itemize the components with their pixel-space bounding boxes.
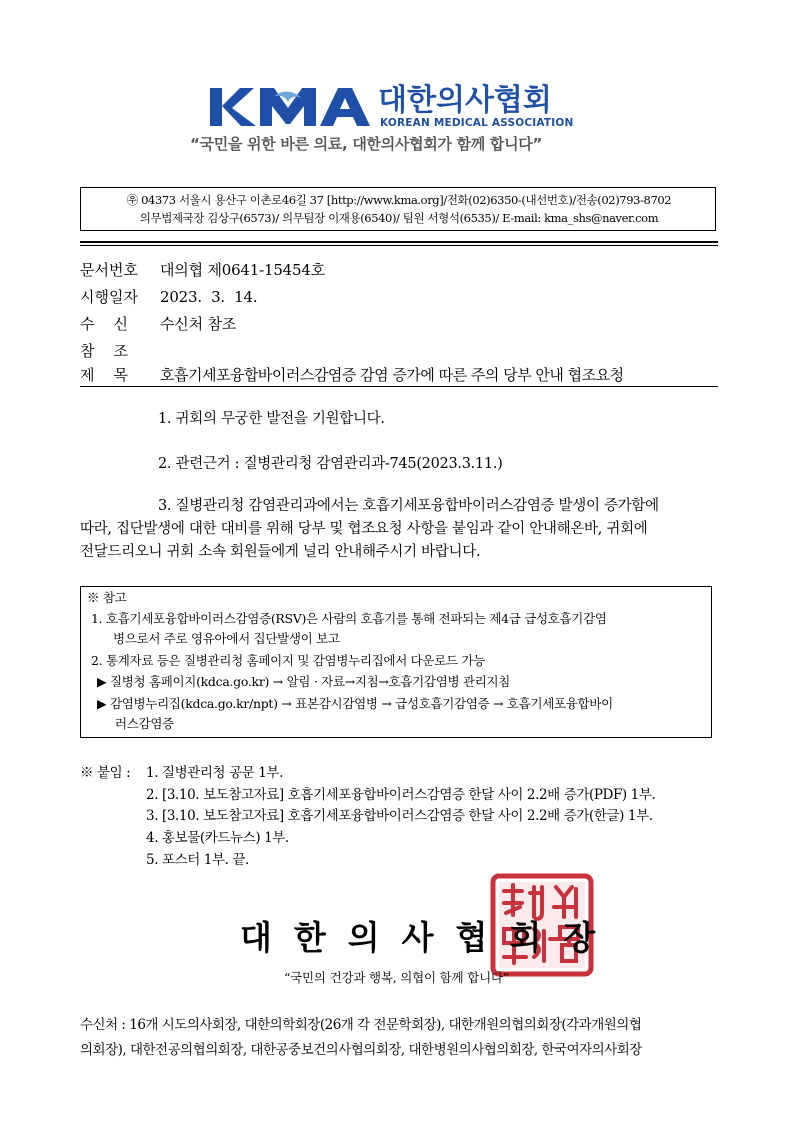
reference-note-box: [80, 586, 712, 738]
attachment-item: 2. [3.10. 보도참고자료] 호흡기세포융합바이러스감염증 한달 사이 2.2배 증가(PDF) 1부.: [146, 787, 656, 803]
doc-number-value: 대의협 제0641-15454호: [160, 261, 325, 279]
body-paragraph-2: 2. 관련근거 : 질병관리청 감염관리과-745(2023.3.11.): [158, 456, 503, 472]
org-name-korean: 대한의사협회: [378, 83, 552, 118]
doc-date-value: 2023. 3. 14.: [160, 288, 258, 306]
note-item-2: 2. 통계자료 등은 질병관리청 홈페이지 및 감염병누리집에서 다운로드 가능: [91, 653, 485, 668]
note-title: ※ 참고: [87, 590, 127, 605]
doc-subject-value: 호흡기세포융합바이러스감염증 감염 증가에 따른 주의 당부 안내 협조요청: [160, 366, 624, 384]
body-paragraph-3-line-2: 따라, 집단발생에 대한 대비를 위해 당부 및 협조요청 사항을 붙임과 같이 안내해온바, 귀회에: [80, 521, 648, 537]
note-item-1-line-1: 1. 호흡기세포융합바이러스감염증(RSV)은 사람의 호흡기를 통해 전파되는 제4급 급성호흡기감염: [91, 611, 607, 626]
contact-staff-line: 의무법제국장 김상구(6573)/ 의무팀장 이재용(6540)/ 팀원 서형석(6535)/ E-mail: kma_shs@naver.com: [139, 211, 659, 225]
doc-recipient-label: 수 신: [80, 315, 129, 333]
header-divider: [80, 241, 718, 243]
contact-box: [80, 187, 716, 231]
recipients-line-1: 수신처 : 16개 시도의사회장, 대한의학회장(26개 각 전문학회장), 대한개원의협의회장(각과개원의협: [80, 1017, 642, 1033]
body-paragraph-1: 1. 귀회의 무궁한 발전을 기원합니다.: [158, 411, 385, 427]
closing-motto: “국민의 건강과 행복, 의협이 함께 합니다”: [283, 970, 510, 985]
sender-title: 대한의사협회장: [240, 918, 618, 957]
attachment-item: 5. 포스터 1부. 끝.: [146, 852, 249, 868]
attachment-item: 4. 홍보물(카드뉴스) 1부.: [146, 830, 289, 846]
body-paragraph-3-line-1: 3. 질병관리청 감염관리과에서는 호흡기세포융합바이러스감염증 발생이 증가함에: [158, 498, 659, 514]
doc-recipient-value: 수신처 참조: [160, 315, 237, 333]
contact-address-line: ㉾ 04373 서울시 용산구 이촌로46길 37 [http://www.kma.org]/전화(02)6350-(내선번호)/전송(02)793-8702: [126, 193, 672, 207]
note-bullet-2-line-2: 러스감염증: [115, 716, 174, 731]
header-slogan: “국민을 위한 바른 의료, 대한의사협회가 함께 합니다”: [190, 135, 543, 153]
recipients-line-2: 의회장), 대한전공의협의회장, 대한공중보건의사협의회장, 대한병원의사협의회장, 한국여자의사회장: [80, 1042, 642, 1058]
doc-date-label: 시행일자: [80, 288, 138, 306]
doc-reference-label: 참 조: [80, 342, 129, 360]
org-name-english: KOREAN MEDICAL ASSOCIATION: [380, 117, 574, 129]
doc-number-label: 문서번호: [80, 261, 138, 279]
doc-subject-label: 제 목: [80, 366, 129, 384]
attachment-item: 1. 질병관리청 공문 1부.: [146, 765, 283, 781]
attachment-item: 3. [3.10. 보도참고자료] 호흡기세포융합바이러스감염증 한달 사이 2.2배 증가(한글) 1부.: [146, 808, 653, 824]
kma-letters-logo-icon: [208, 84, 376, 130]
note-item-1-line-2: 병으로서 주로 영유아에서 집단발생이 보고: [113, 631, 340, 646]
kma-logo: [208, 84, 588, 130]
note-bullet-2-line-1: ▶ 감염병누리집(kdca.go.kr/npt) → 표본감시감염병 → 급성호흡기감염증 → 호흡기세포융합바이: [97, 696, 613, 711]
body-paragraph-3-line-3: 전달드리오니 귀회 소속 회원들에게 널리 안내해주시기 바랍니다.: [80, 544, 481, 560]
note-bullet-1: ▶ 질병청 홈페이지(kdca.go.kr) → 알림 · 자료→지침→호흡기감염병 관리지침: [97, 674, 511, 689]
subject-divider: [80, 386, 718, 387]
header-divider-thin: [80, 245, 718, 246]
attachments-label: ※ 붙임 :: [80, 765, 131, 781]
